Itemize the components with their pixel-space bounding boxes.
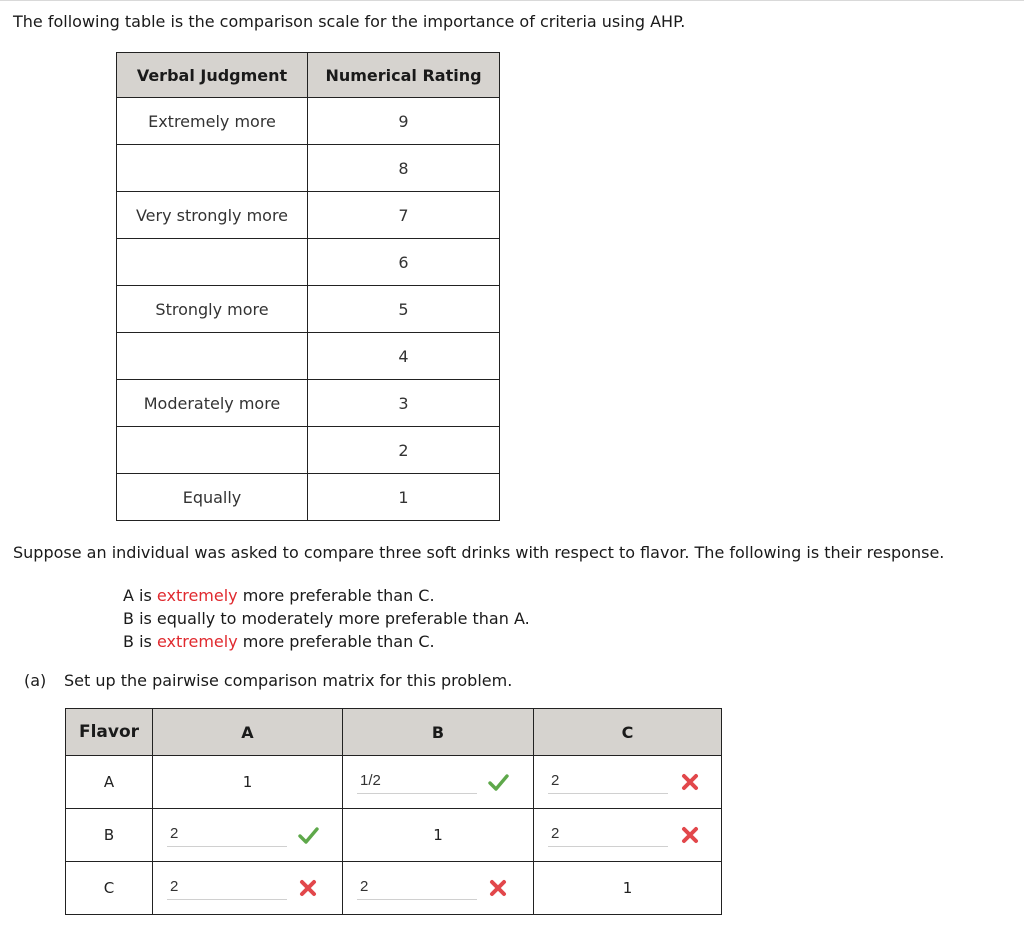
cell-a-b (343, 756, 534, 809)
matrix-col-c: C (534, 709, 722, 756)
numerical-rating-cell: 4 (308, 333, 500, 380)
table-row (117, 286, 500, 333)
numerical-rating-cell: 9 (308, 98, 500, 145)
answer-input-c-a[interactable] (167, 874, 287, 900)
check-icon (487, 771, 509, 793)
matrix-row-c (66, 862, 722, 915)
answer-input-a-b[interactable] (357, 768, 477, 794)
verbal-judgment-cell (117, 239, 308, 286)
matrix-row-a (66, 756, 722, 809)
intro-text: The following table is the comparison scale for the importance of criteria using AHP. (13, 12, 686, 31)
header-verbal-judgment: Verbal Judgment (117, 53, 308, 98)
numerical-rating-cell: 6 (308, 239, 500, 286)
statement-text: A is (123, 586, 157, 605)
numerical-rating-cell: 3 (308, 380, 500, 427)
numerical-rating-cell: 7 (308, 192, 500, 239)
part-a-prompt (24, 671, 512, 690)
verbal-judgment-cell: Very strongly more (117, 192, 308, 239)
ahp-scale-table (116, 52, 500, 521)
highlight-extremely: extremely (156, 586, 238, 605)
matrix-corner-flavor: Flavor (66, 709, 153, 756)
statement-2: B is equally to moderately more preferable than A. (123, 609, 530, 628)
answer-input-a-c[interactable] (548, 768, 668, 794)
response-statements (123, 584, 530, 653)
cell-b-a (153, 809, 343, 862)
table-row (117, 333, 500, 380)
matrix-header-row (66, 709, 722, 756)
top-divider (0, 0, 1024, 1)
cross-icon (679, 824, 701, 846)
answer-input-b-c[interactable] (548, 821, 668, 847)
pairwise-comparison-matrix (65, 708, 722, 915)
cell-c-c: 1 (534, 862, 722, 915)
numerical-rating-cell: 8 (308, 145, 500, 192)
statement-text: more preferable than C. (237, 632, 435, 651)
answer-input-b-a[interactable] (167, 821, 287, 847)
cell-b-b: 1 (343, 809, 534, 862)
statement-1 (123, 584, 530, 607)
verbal-judgment-cell: Extremely more (117, 98, 308, 145)
statement-text: B is (123, 632, 157, 651)
numerical-rating-cell: 5 (308, 286, 500, 333)
matrix-row-b (66, 809, 722, 862)
highlight-extremely: extremely (156, 632, 238, 651)
numerical-rating-cell: 2 (308, 427, 500, 474)
table-row (117, 145, 500, 192)
row-label: A (66, 756, 153, 809)
numerical-rating-cell: 1 (308, 474, 500, 521)
table-row (117, 98, 500, 145)
cross-icon (487, 877, 509, 899)
cell-b-c (534, 809, 722, 862)
verbal-judgment-cell (117, 427, 308, 474)
cell-a-a: 1 (153, 756, 343, 809)
answer-input-c-b[interactable] (357, 874, 477, 900)
scenario-text: Suppose an individual was asked to compare three soft drinks with respect to flavor. The following is their response. (13, 543, 945, 562)
verbal-judgment-cell (117, 333, 308, 380)
statement-3 (123, 630, 530, 653)
matrix-col-a: A (153, 709, 343, 756)
matrix-col-b: B (343, 709, 534, 756)
table-row (117, 474, 500, 521)
part-a-label: (a) (24, 671, 47, 690)
table-row (117, 380, 500, 427)
part-a-text: Set up the pairwise comparison matrix for this problem. (64, 671, 513, 690)
verbal-judgment-cell (117, 145, 308, 192)
row-label: C (66, 862, 153, 915)
cross-icon (297, 877, 319, 899)
verbal-judgment-cell: Equally (117, 474, 308, 521)
cross-icon (679, 771, 701, 793)
cell-c-a (153, 862, 343, 915)
cell-a-c (534, 756, 722, 809)
table-row (117, 427, 500, 474)
check-icon (297, 824, 319, 846)
row-label: B (66, 809, 153, 862)
header-numerical-rating: Numerical Rating (308, 53, 500, 98)
verbal-judgment-cell: Moderately more (117, 380, 308, 427)
verbal-judgment-cell: Strongly more (117, 286, 308, 333)
statement-text: more preferable than C. (237, 586, 435, 605)
cell-c-b (343, 862, 534, 915)
scale-header-row (117, 53, 500, 98)
table-row (117, 239, 500, 286)
table-row (117, 192, 500, 239)
